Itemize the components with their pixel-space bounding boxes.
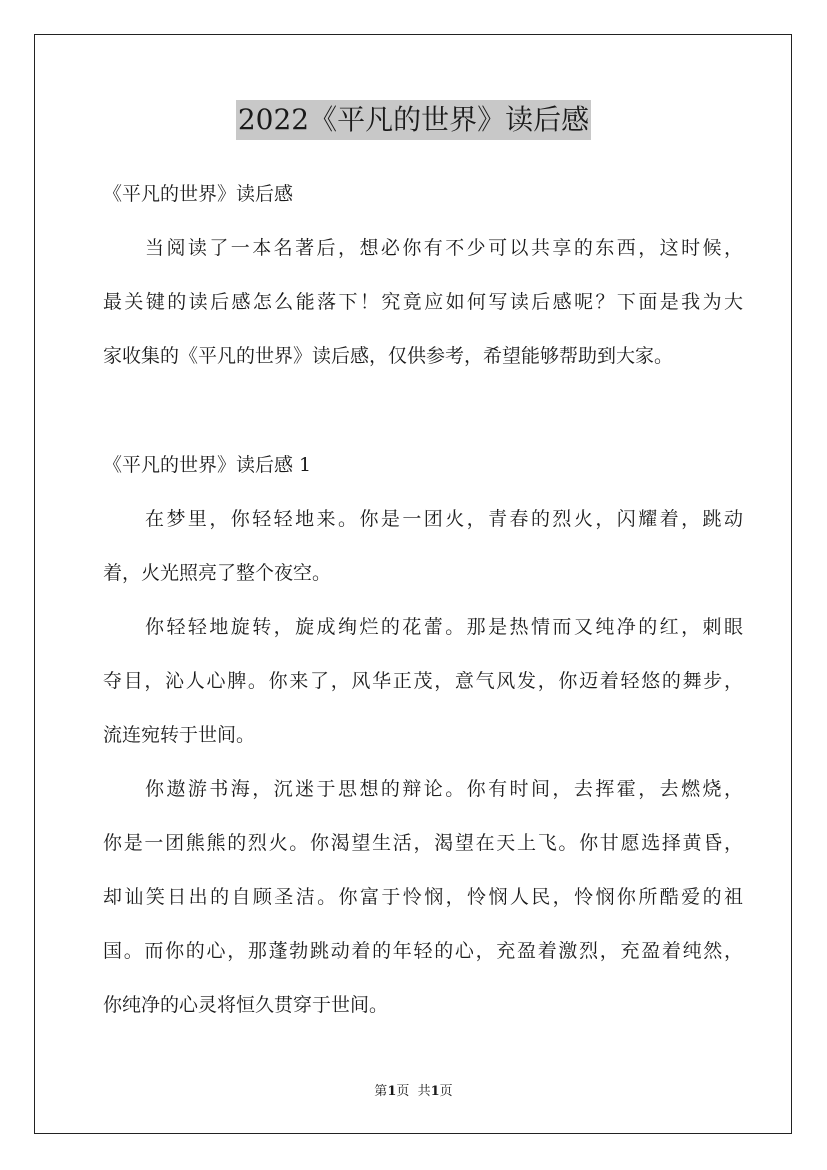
intro-line-3: 家收集的《平凡的世界》读后感，仅供参考，希望能够帮助到大家。 bbox=[103, 345, 674, 367]
para3-line-2: 你是一团熊熊的烈火。你渴望生活，渴望在天上飞。你甘愿选择黄昏， bbox=[103, 832, 743, 854]
para2-line-2: 夺目，沁人心脾。你来了，风华正茂，意气风发，你迈着轻悠的舞步， bbox=[103, 670, 743, 692]
para1-line-1: 在梦里，你轻轻地来。你是一团火，青春的烈火，闪耀着，跳动 bbox=[145, 508, 743, 530]
para3-line-5: 你纯净的心灵将恒久贯穿于世间。 bbox=[103, 994, 389, 1016]
para2-line-1: 你轻轻地旋转，旋成绚烂的花蕾。那是热情而又纯净的红，刺眼 bbox=[145, 616, 743, 638]
para3-line-4: 国。而你的心，那蓬勃跳动着的年轻的心，充盈着激烈，充盈着纯然， bbox=[103, 940, 743, 962]
title-container bbox=[0, 100, 827, 140]
page-footer bbox=[0, 1082, 827, 1102]
footer-page-current: 1 bbox=[387, 1084, 397, 1099]
intro-line-2: 最关键的读后感怎么能落下！究竟应如何写读后感呢？下面是我为大 bbox=[103, 291, 743, 313]
footer-page-suffix: 页 bbox=[439, 1084, 453, 1099]
para1-line-2: 着，火光照亮了整个夜空。 bbox=[103, 562, 332, 584]
para2-line-3: 流连宛转于世间。 bbox=[103, 724, 256, 746]
para3-line-3: 却讪笑日出的自顾圣洁。你富于怜悯，怜悯人民，怜悯你所酷爱的祖 bbox=[103, 886, 743, 908]
footer-page-mid: 页 共 bbox=[396, 1084, 431, 1099]
para3-line-1: 你遨游书海，沉迷于思想的辩论。你有时间，去挥霍，去燃烧， bbox=[145, 778, 743, 800]
document-subtitle: 《平凡的世界》读后感 bbox=[103, 183, 294, 205]
document-title: 2022《平凡的世界》读后感 bbox=[236, 100, 591, 140]
footer-page-total: 1 bbox=[430, 1084, 440, 1099]
intro-line-1: 当阅读了一本名著后，想必你有不少可以共享的东西，这时候， bbox=[145, 237, 743, 259]
footer-page-prefix: 第 bbox=[374, 1084, 388, 1099]
section-heading: 《平凡的世界》读后感 1 bbox=[103, 454, 312, 476]
